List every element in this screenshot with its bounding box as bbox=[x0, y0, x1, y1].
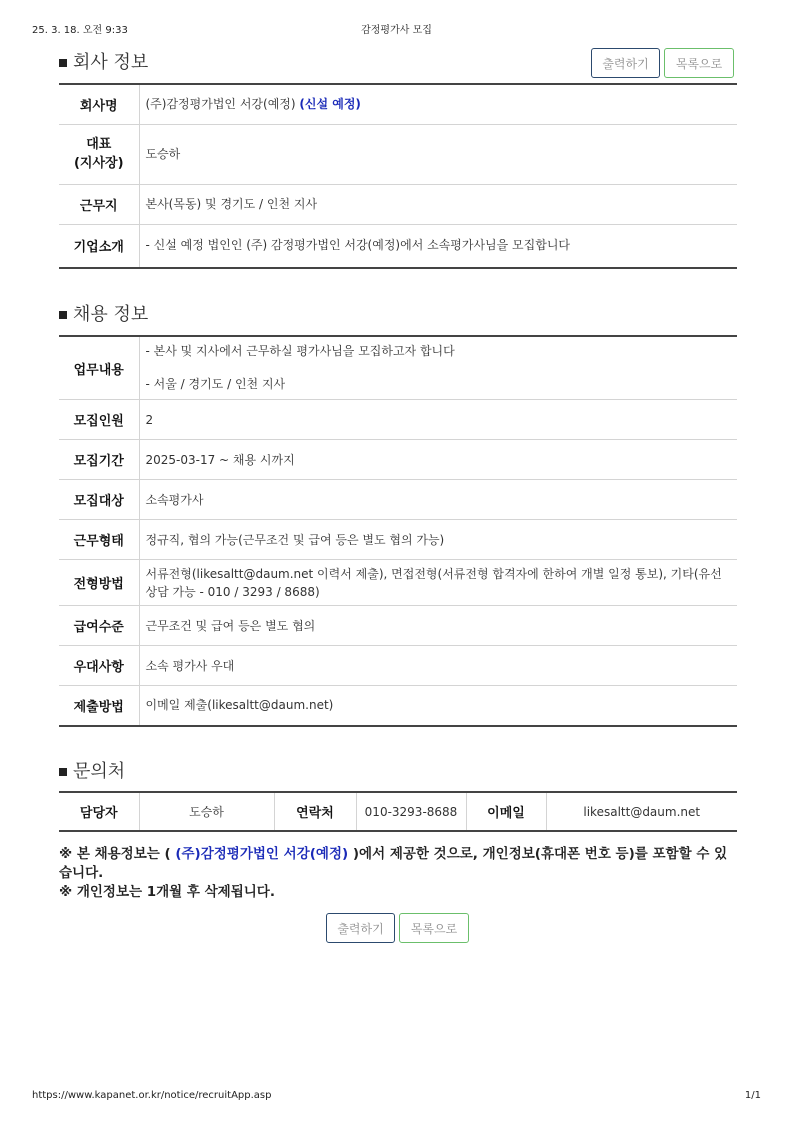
table-row bbox=[59, 560, 737, 606]
table-row bbox=[59, 646, 737, 686]
print-url: https://www.kapanet.or.kr/notice/recruitApp.asp bbox=[32, 1090, 272, 1101]
notice-org-name: (주)감정평가법인 서강(예정) bbox=[175, 846, 349, 862]
list-button-bottom[interactable]: 목록으로 bbox=[399, 913, 469, 943]
table-row bbox=[59, 686, 737, 726]
ceo-value: 도승하 bbox=[139, 124, 737, 184]
workplace-value: 본사(목동) 및 경기도 / 인천 지사 bbox=[139, 184, 737, 224]
table-row bbox=[59, 480, 737, 520]
target-label: 모집대상 bbox=[59, 480, 139, 520]
table-row bbox=[59, 336, 737, 400]
job-desc-label: 업무내용 bbox=[59, 336, 139, 400]
contact-section-title: 문의처 bbox=[59, 757, 125, 783]
print-footer bbox=[32, 1090, 761, 1104]
table-row bbox=[59, 520, 737, 560]
submission-value: 이메일 제출(likesaltt@daum.net) bbox=[145, 698, 334, 713]
table-row bbox=[59, 400, 737, 440]
salary-value: 근무조건 및 급여 등은 별도 협의 bbox=[139, 606, 737, 646]
contact-email-label: 이메일 bbox=[466, 792, 546, 831]
company-name-extra: (신설 예정) bbox=[299, 97, 361, 112]
print-button-bottom[interactable]: 출력하기 bbox=[326, 913, 395, 943]
bullet-square-icon bbox=[59, 59, 67, 67]
print-button-top[interactable]: 출력하기 bbox=[591, 48, 660, 78]
headcount-value: 2 bbox=[139, 400, 737, 440]
period-label: 모집기간 bbox=[59, 440, 139, 480]
notice-line-2: ※ 개인정보는 1개월 후 삭제됩니다. bbox=[59, 884, 275, 900]
contact-email-value: likesaltt@daum.net bbox=[583, 804, 701, 819]
workplace-label: 근무지 bbox=[59, 184, 139, 224]
company-section-title: 회사 정보 bbox=[59, 48, 148, 74]
contact-phone-label: 연락처 bbox=[274, 792, 356, 831]
print-page-number: 1/1 bbox=[744, 1090, 761, 1101]
preference-label: 우대사항 bbox=[59, 646, 139, 686]
print-header bbox=[32, 21, 761, 35]
salary-label: 급여수준 bbox=[59, 606, 139, 646]
table-row bbox=[59, 84, 737, 124]
period-value: 2025-03-17 ~ 채용 시까지 bbox=[139, 440, 737, 480]
submission-label: 제출방법 bbox=[59, 686, 139, 726]
company-name-value: (주)감정평가법인 서강(예정) (신설 예정) bbox=[139, 84, 737, 124]
notice-line-1: ※ 본 채용정보는 ( (주)감정평가법인 서강(예정) )에서 제공한 것으로, 개인정보(휴대폰 번호 등)를 포함할 수 있습니다. bbox=[59, 846, 728, 881]
table-row bbox=[59, 124, 737, 184]
company-info-table bbox=[59, 83, 737, 269]
work-type-value: 정규직, 협의 가능(근무조건 및 급여 등은 별도 협의 가능) bbox=[139, 520, 737, 560]
target-value: 소속평가사 bbox=[139, 480, 737, 520]
selection-value: 서류전형(likesaltt@daum.net 이력서 제출), 면접전형(서류전형 합격자에 한하여 개별 일정 통보), 기타(유선상담 가능 - 010 / 3293 / 8688) bbox=[139, 560, 737, 606]
company-name-label: 회사명 bbox=[59, 84, 139, 124]
privacy-notice bbox=[59, 845, 739, 902]
recruit-info-table bbox=[59, 335, 737, 727]
table-row bbox=[59, 184, 737, 224]
table-row bbox=[59, 606, 737, 646]
selection-label: 전형방법 bbox=[59, 560, 139, 606]
job-desc-value: - 본사 및 지사에서 근무하실 평가사님을 모집하고자 합니다 - 서울 / 경기도 / 인천 지사 bbox=[139, 336, 737, 400]
bullet-square-icon bbox=[59, 768, 67, 776]
company-intro-label: 기업소개 bbox=[59, 224, 139, 268]
list-button-top[interactable]: 목록으로 bbox=[664, 48, 734, 78]
preference-value: 소속 평가사 우대 bbox=[139, 646, 737, 686]
contact-phone-value: 010-3293-8688 bbox=[356, 792, 466, 831]
contact-manager-label: 담당자 bbox=[59, 792, 139, 831]
print-title: 감정평가사 모집 bbox=[361, 25, 432, 36]
recruit-section-title: 채용 정보 bbox=[59, 300, 148, 326]
contact-manager-value: 도승하 bbox=[139, 792, 274, 831]
table-row bbox=[59, 224, 737, 268]
table-row bbox=[59, 440, 737, 480]
bullet-square-icon bbox=[59, 311, 67, 319]
print-date: 25. 3. 18. 오전 9:33 bbox=[32, 25, 128, 36]
contact-table bbox=[59, 791, 737, 832]
ceo-label: 대표 (지사장) bbox=[59, 124, 139, 184]
work-type-label: 근무형태 bbox=[59, 520, 139, 560]
table-row bbox=[59, 792, 737, 831]
headcount-label: 모집인원 bbox=[59, 400, 139, 440]
company-intro-value: - 신설 예정 법인인 (주) 감정평가법인 서강(예정)에서 소속평가사님을 모집합니다 bbox=[145, 237, 571, 252]
